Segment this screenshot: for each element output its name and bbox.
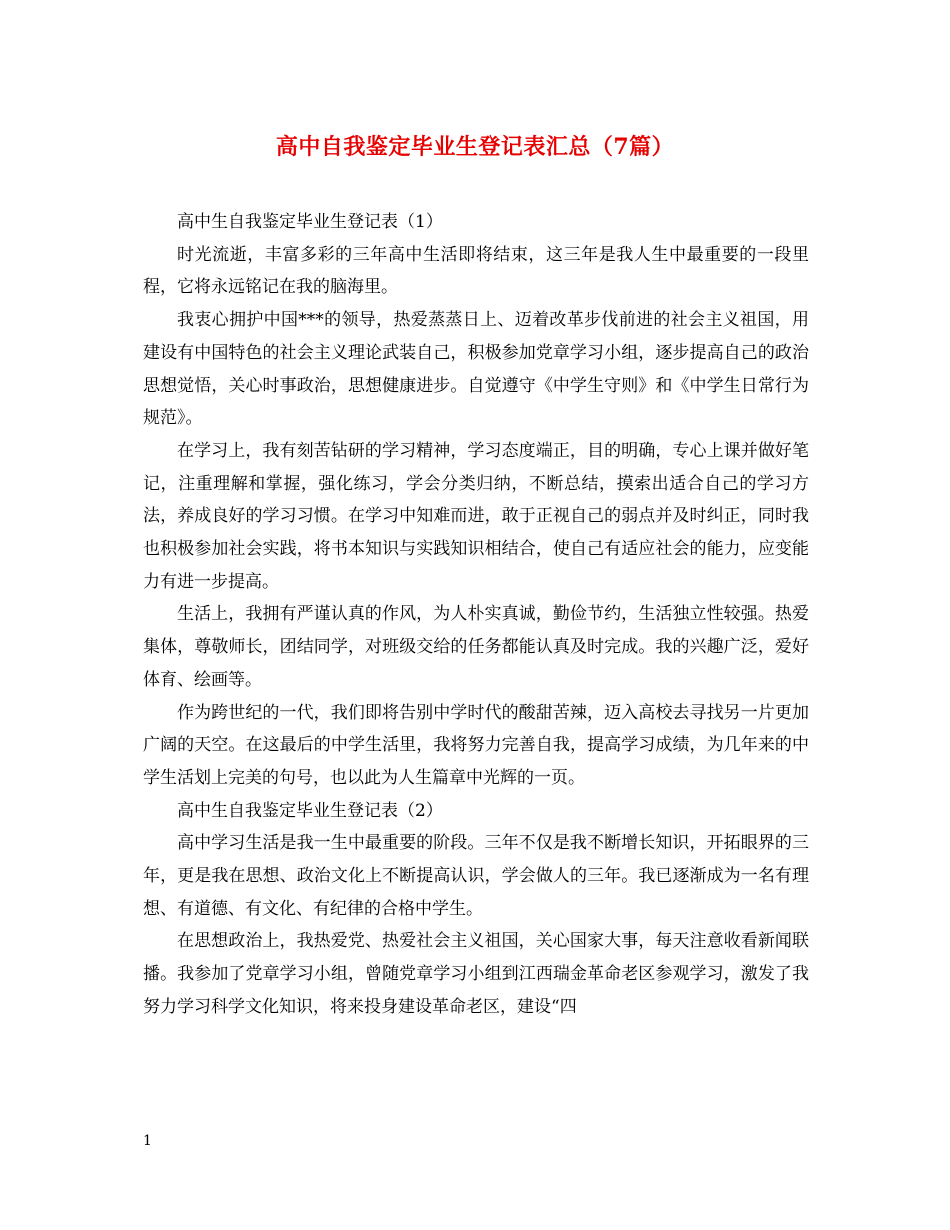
document-title: 高中自我鉴定毕业生登记表汇总（7篇） (275, 134, 675, 160)
section-heading: 高中生自我鉴定毕业生登记表（1） (177, 212, 443, 232)
document-body (143, 206, 809, 1024)
paragraph: 我衷心拥护中国***的领导，热爱蒸蒸日上、迈着改革步伐前进的社会主义祖国，用建设有中国特色的社会主义理论武装自己，积极参加党章学习小组，逐步提高自己的政治思想觉悟，关心时事政治，思想健康进步。自觉遵守《中学生守则》和《中学生日常行为规范》。 (143, 310, 809, 429)
page-number: 1 (143, 1133, 152, 1149)
paragraph: 在学习上，我有刻苦钻研的学习精神，学习态度端正，目的明确，专心上课并做好笔记，注重理解和掌握，强化练习，学会分类归纳，不断总结，摸索出适合自己的学习方法，养成良好的学习习惯。在学习中知难而进，敢于正视自己的弱点并及时纠正，同时我也积极参加社会实践，将书本知识与实践知识相结合，使自己有适应社会的能力，应变能力有进一步提高。 (143, 440, 809, 592)
paragraph: 高中学习生活是我一生中最重要的阶段。三年不仅是我不断增长知识，开拓眼界的三年，更是我在思想、政治文化上不断提高认识，学会做人的三年。我已逐渐成为一名有理想、有道德、有文化、有纪律的合格中学生。 (143, 833, 809, 919)
section-heading: 高中生自我鉴定毕业生登记表（2） (177, 800, 443, 821)
paragraph: 时光流逝，丰富多彩的三年高中生活即将结束，这三年是我人生中最重要的一段里程，它将永远铭记在我的脑海里。 (143, 244, 809, 298)
paragraph: 生活上，我拥有严谨认真的作风，为人朴实真诚，勤俭节约，生活独立性较强。热爱集体，尊敬师长，团结同学，对班级交给的任务都能认真及时完成。我的兴趣广泛，爱好体育、绘画等。 (143, 604, 809, 690)
paragraph: 在思想政治上，我热爱党、热爱社会主义祖国，关心国家大事，每天注意收看新闻联播。我参加了党章学习小组，曾随党章学习小组到江西瑞金革命老区参观学习，激发了我努力学习科学文化知识，将来投身建设革命老区，建设“四 (143, 931, 809, 1017)
paragraph: 作为跨世纪的一代，我们即将告别中学时代的酸甜苦辣，迈入高校去寻找另一片更加广阔的天空。在这最后的中学生活里，我将努力完善自我，提高学习成绩，为几年来的中学生活划上完美的句号，也以此为人生篇章中光辉的一页。 (143, 702, 809, 788)
